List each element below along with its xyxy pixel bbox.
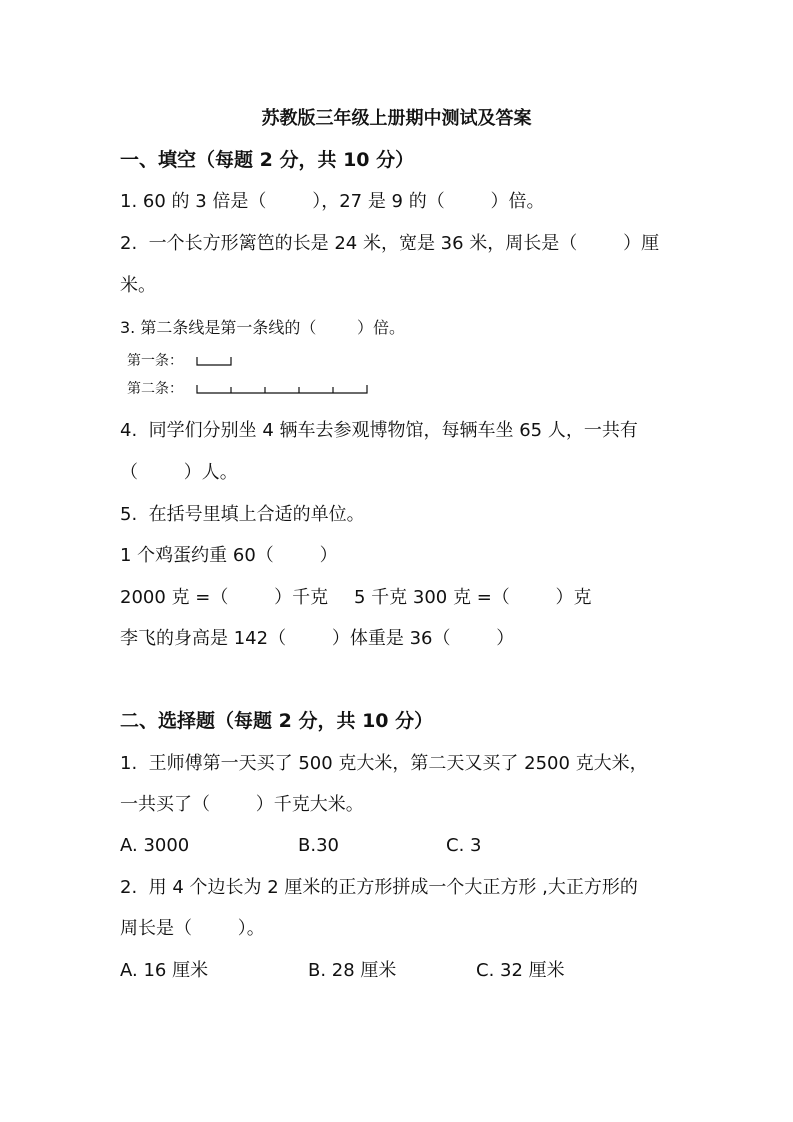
s1-question-5a: 1 个鸡蛋约重 60（ ）	[120, 545, 338, 566]
first-line-segment	[196, 356, 236, 368]
section-2-heading: 二、选择题（每题 2 分，共 10 分）	[120, 710, 434, 732]
s2-q2-option-b: B. 28 厘米	[308, 960, 397, 981]
s1-question-2-line-2: 米。	[120, 275, 156, 296]
s1-question-2-line-1: 2. 一个长方形篱笆的长是 24 米，宽是 36 米，周长是（ ）厘	[120, 233, 660, 254]
s1-question-3: 3. 第二条线是第一条线的（ ）倍。	[120, 318, 406, 337]
s1-question-1: 1. 60 的 3 倍是（ ），27 是 9 的（ ）倍。	[120, 191, 545, 212]
s2-question-1-line-2: 一共买了（ ）千克大米。	[120, 794, 364, 815]
s1-question-5: 5. 在括号里填上合适的单位。	[120, 504, 365, 525]
s1-question-5b: 2000 克 =（ ）千克	[120, 587, 329, 608]
s2-q2-option-a: A. 16 厘米	[120, 960, 209, 981]
second-line-segment	[196, 384, 376, 396]
s2-q1-option-b: B.30	[298, 835, 339, 856]
second-line-label: 第二条：	[127, 381, 183, 397]
s1-question-5d: 李飞的身高是 142（ ）体重是 36（ ）	[120, 628, 515, 649]
s1-question-4-line-2: （ ）人。	[120, 462, 238, 483]
s2-q1-option-a: A. 3000	[120, 835, 190, 856]
s2-question-1-line-1: 1. 王师傅第一天买了 500 克大米，第二天又买了 2500 克大米，	[120, 753, 648, 774]
s2-question-2-line-1: 2. 用 4 个边长为 2 厘米的正方形拼成一个大正方形 ,大正方形的	[120, 877, 638, 898]
s2-q1-option-c: C. 3	[446, 835, 482, 856]
s1-question-5c: 5 千克 300 克 =（ ）克	[354, 587, 592, 608]
section-1-heading: 一、填空（每题 2 分，共 10 分）	[120, 149, 415, 171]
s2-q2-option-c: C. 32 厘米	[476, 960, 565, 981]
s1-question-4-line-1: 4. 同学们分别坐 4 辆车去参观博物馆，每辆车坐 65 人，一共有	[120, 420, 638, 441]
page-title: 苏教版三年级上册期中测试及答案	[261, 108, 532, 129]
first-line-label: 第一条：	[127, 353, 183, 369]
s2-question-2-line-2: 周长是（ ）。	[120, 918, 265, 939]
